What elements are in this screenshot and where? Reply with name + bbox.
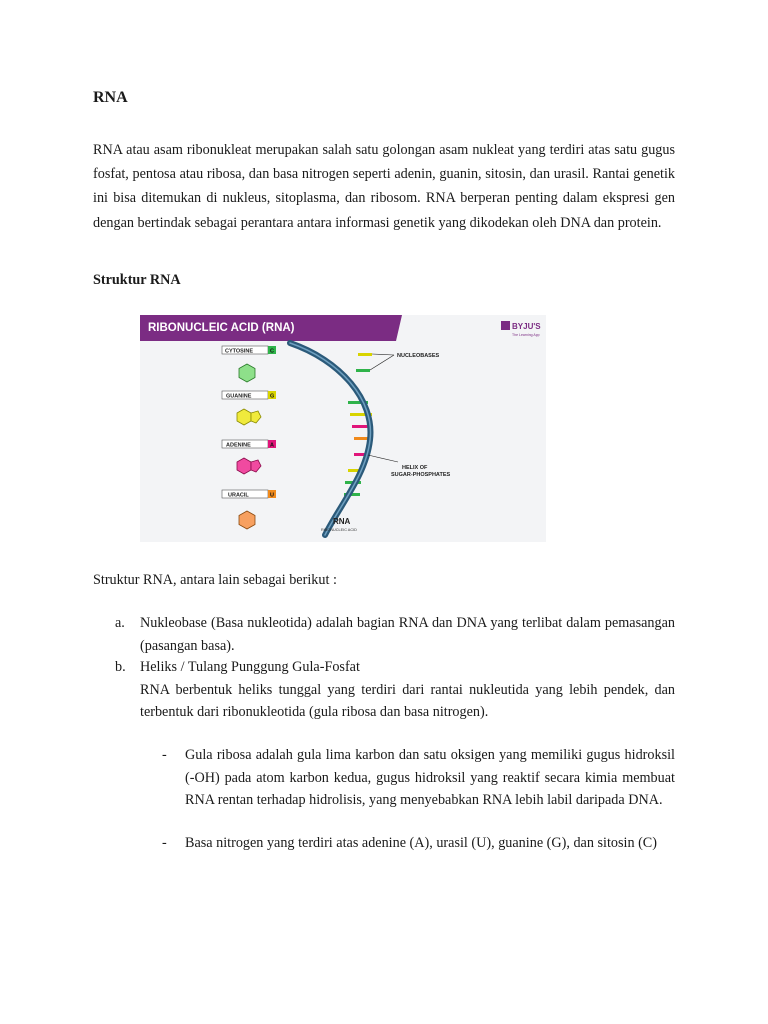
base-name: URACIL: [228, 492, 249, 499]
label-helix-line1: HELIX OF: [402, 465, 428, 471]
brand-name: BYJU'S: [512, 322, 541, 331]
label-rna-subtitle: RIBONUCLEIC ACID: [321, 528, 357, 532]
brand-logo-icon: [501, 321, 510, 330]
sub-item-text: Gula ribosa adalah gula lima karbon dan satu oksigen yang memiliki gugus hidroksil (-OH) pada atom karbon kedua, gugus hidroksil yang reaktif secara kimia membuat RNA rentan terhadap hidrolisis, yang menyebabkan RNA lebih labil daripada DNA.: [185, 747, 675, 808]
base-letter: U: [270, 492, 274, 499]
list-marker: a.: [115, 615, 125, 631]
base-cytosine: [222, 346, 276, 382]
uracil-molecule-icon: [239, 511, 255, 529]
page-title: RNA: [93, 89, 128, 106]
list-marker: b.: [115, 659, 126, 675]
rna-structure-figure: [140, 315, 546, 542]
rna-diagram: [140, 315, 546, 542]
list-intro: Struktur RNA, antara lain sebagai berikut :: [93, 572, 337, 588]
list-item-text: Nukleobase (Basa nukleotida) adalah bagian RNA dan DNA yang terlibat dalam pemasangan (pasangan basa).: [140, 615, 675, 654]
label-rna: RNA: [333, 517, 351, 526]
base-name: GUANINE: [226, 393, 252, 400]
base-letter: A: [270, 442, 274, 449]
base-uracil: [222, 490, 276, 529]
sub-marker: -: [162, 835, 167, 851]
base-letter: C: [270, 348, 274, 355]
base-adenine: [222, 440, 276, 474]
base-name: ADENINE: [226, 442, 251, 449]
list-item-text: RNA berbentuk heliks tunggal yang terdiri dari rantai nukleutida yang lebih pendek, dan terbentuk dari ribonukleotida (gula ribosa dan basa nitrogen).: [140, 681, 675, 720]
label-nucleobases: NUCLEOBASES: [397, 353, 440, 359]
list-item-title: Heliks / Tulang Punggung Gula-Fosfat: [140, 659, 360, 675]
base-letter: G: [270, 393, 275, 400]
figure-banner-title: RIBONUCLEIC ACID (RNA): [148, 322, 295, 334]
adenine-molecule-icon: [237, 458, 251, 474]
sub-item-text: Basa nitrogen yang terdiri atas adenine (A), urasil (U), guanine (G), dan sitosin (C): [185, 835, 657, 851]
section-title: Struktur RNA: [93, 272, 181, 288]
base-name: CYTOSINE: [225, 348, 254, 355]
guanine-molecule-icon: [237, 409, 251, 425]
sub-marker: -: [162, 747, 167, 763]
cytosine-molecule-icon: [239, 364, 255, 382]
intro-paragraph: RNA atau asam ribonukleat merupakan salah satu golongan asam nukleat yang terdiri atas satu gugus fosfat, pentosa atau ribosa, dan basa nitrogen seperti adenin, guanin, sitosin, dan urasil. Rantai genetik ini bisa ditemukan di nukleus, sitoplasma, dan ribosom. RNA berperan penting dalam ekspresi gen dengan bertindak sebagai perantara antara informasi genetik yang dikodekan oleh DNA dan protein.: [93, 142, 675, 231]
brand-tagline: The Learning App: [512, 333, 540, 337]
base-guanine: [222, 391, 276, 425]
label-helix-line2: SUGAR-PHOSPHATES: [391, 472, 451, 478]
